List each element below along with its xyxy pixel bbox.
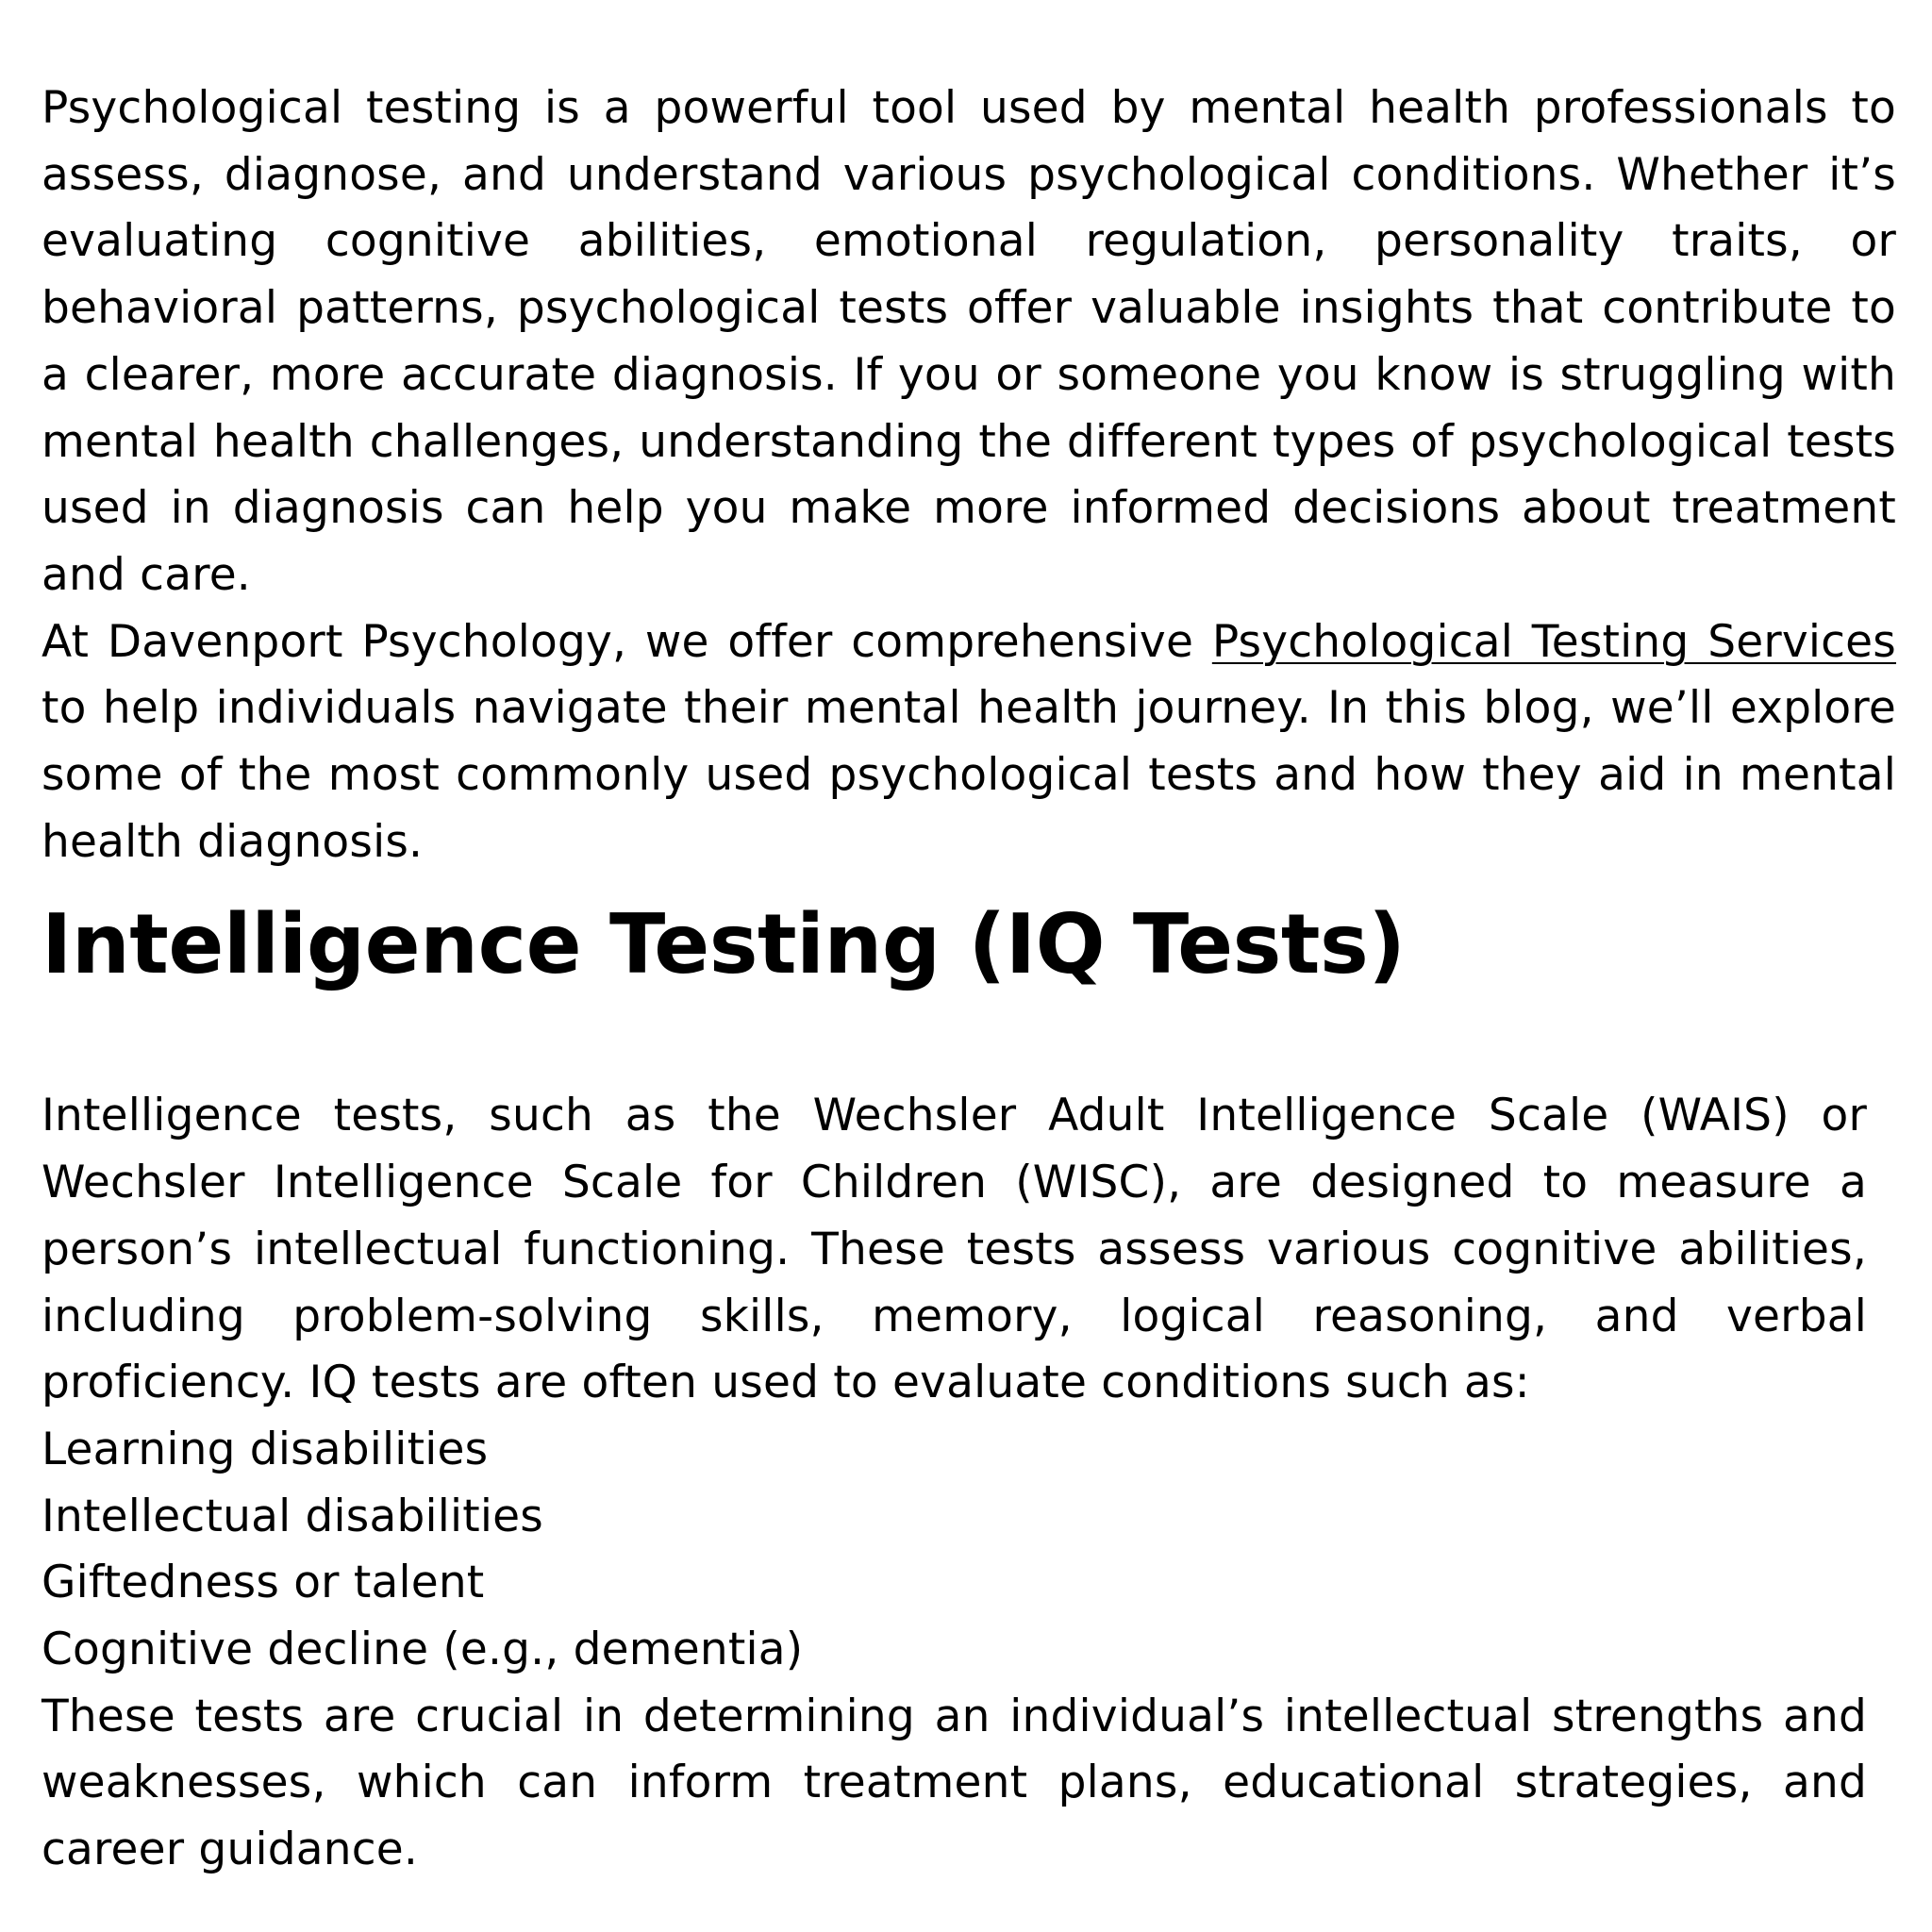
- services-paragraph: [42, 609, 1896, 876]
- iq-description-paragraph: Intelligence tests, such as the Wechsler Adult Intelligence Scale (WAIS) or Wechsler Intelligence Scale for Children (WISC), are designed to measure a person’s intellectual functioning. These tests assess various cognitive abilities, including problem-solving skills, memory, logical reasoning, and verbal proficiency. IQ tests are often used to evaluate conditions such as:: [42, 1090, 1867, 1409]
- services-paragraph-tail: to help individuals navigate their mental health journey. In this blog, we’ll explore some of the most commonly used psychological tests and how they aid in mental health diagnosis.: [42, 682, 1896, 868]
- list-item: Giftedness or talent: [42, 1557, 485, 1609]
- article-body: [42, 75, 1896, 1884]
- section-iq-content: [42, 1083, 1896, 1883]
- intro-paragraph: Psychological testing is a powerful tool used by mental health professionals to assess, diagnose, and understand various psychological conditions. Whether it’s evaluating cognitive abilities, emotional regulation, personality traits, or behavioral patterns, psychological tests offer valuable insights that contribute to a clearer, more accurate diagnosis. If you or someone you know is struggling with mental health challenges, understanding the different types of psychological tests used in diagnosis can help you make more informed decisions about treatment and care.: [42, 82, 1896, 601]
- list-item: Learning disabilities: [42, 1423, 489, 1475]
- conditions-list: [42, 1417, 1896, 1684]
- section-heading-iq-tests: Intelligence Testing (IQ Tests): [42, 896, 1406, 993]
- services-paragraph-lead: At Davenport Psychology, we offer comprehensive: [42, 615, 1212, 668]
- psychological-testing-services-link[interactable]: Psychological Testing Services: [1211, 615, 1896, 668]
- list-item: Cognitive decline (e.g., dementia): [42, 1624, 804, 1676]
- list-item: Intellectual disabilities: [42, 1490, 543, 1542]
- iq-summary-paragraph: These tests are crucial in determining an individual’s intellectual strengths and weaknesses, which can inform treatment plans, educational strategies, and career guidance.: [42, 1690, 1867, 1876]
